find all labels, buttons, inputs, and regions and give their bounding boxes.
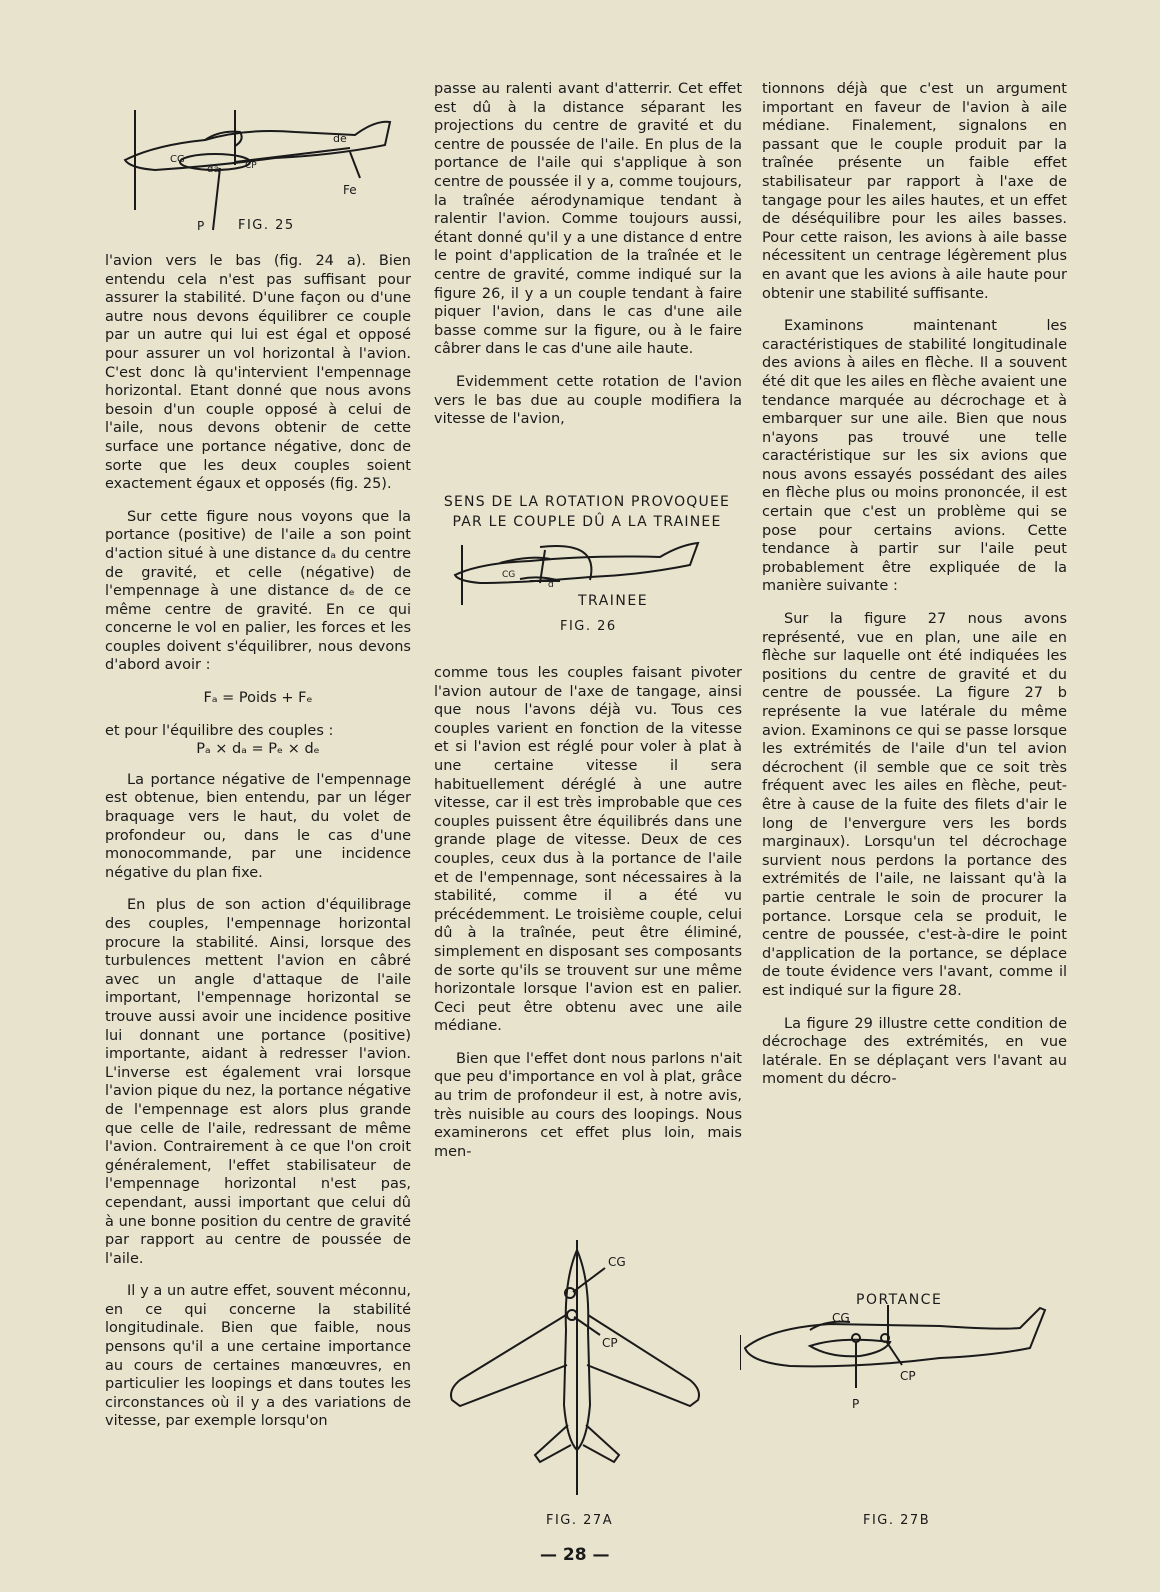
fig25-caption: FIG. 25 — [238, 218, 295, 233]
fig26-label-cg: CG — [502, 570, 516, 580]
fig26-title-line-2: PAR LE COUPLE DÛ A LA TRAINEE — [452, 514, 722, 530]
col1-para-6: Il y a un autre effet, souvent méconnu, en ce qui concerne la stabilité longitudinale. Bien que faible, nous pensons qu'il a une certaine importance au cours de certaines manœuvres, en particulier les loopings et dans toutes les circonstances où il y a des variations de vitesse, par exemple lorsqu'on — [105, 1283, 411, 1430]
fig25-label-cg: CG — [170, 154, 185, 165]
col3-para-4: La figure 29 illustre cette condition de décrochage des extrémités, en vue latérale. En se déplaçant vers l'avant au moment du décro- — [762, 1015, 1067, 1088]
column-2-top — [434, 80, 742, 443]
fig26-title — [432, 492, 742, 532]
column-1 — [105, 252, 411, 1445]
fig25-label-da: da — [207, 164, 220, 175]
fig27a-label-cp: CP — [602, 1336, 618, 1350]
fig25-label-cp: CP — [245, 161, 257, 171]
col3-para-2: Examinons maintenant les caractéristiques de stabilité longitudinale des avions à ailes en flèche. Il a souvent été dit que les ailes en flèche avaient une tendance marquée au décrochage et à embarquer sur une aile. Bien que nous n'ayons pas trouvé une telle caractéristique sur les six avions que nous avons essayés possédant des ailes en flèche plus ou moins prononcée, il est certain que c'est un problème qui se pose pour certains avions. Cette tendance à partir sur l'aile peut probablement être expliquée de la manière suivante : — [762, 318, 1067, 595]
figure-27a — [440, 1240, 700, 1495]
fig26-title-line-1: SENS DE LA ROTATION PROVOQUEE — [443, 494, 731, 510]
fig27a-label-cg: CG — [608, 1255, 626, 1269]
col3-para-3: Sur la figure 27 nous avons représenté, vue en plan, une aile en flèche sur laquelle ont été indiquées les positions du centre de gravité et du centre de poussée. La figure 27 b représente la vue latérale du même avion. Examinons ce qui se passe lorsque les extrémités de l'aile d'un tel avion décrochent (il semble que ce soit très fréquent avec les ailes en flèche, peut-être à cause de la fuite des filets d'air le long de l'envergure vers les bords marginaux). Lorsqu'un tel décrochage survient nous perdons la portance des extrémités de l'aile, ne laissant qu'à la partie centrale le soin de procurer la portance. Lorsque cela se produit, le centre de poussée, c'est-à-dire le point d'application de la portance, se déplace de toute évidence vers l'avant, comme il est indiqué sur la figure 28. — [762, 611, 1067, 999]
page-number: — 28 — — [540, 1545, 610, 1565]
fig27b-caption: FIG. 27B — [863, 1513, 931, 1528]
fig26-label-trainee: TRAINEE — [578, 593, 649, 609]
fig26-label-d: d — [548, 580, 554, 590]
col1-formula-2: Pₐ × dₐ = Pₑ × dₑ — [196, 741, 320, 758]
fig27a-caption: FIG. 27A — [546, 1513, 614, 1528]
col3-para-1: tionnons déjà que c'est un argument important en faveur de l'avion à aile médiane. Finalement, signalons en passant que le couple produit par la traînée présente un faible effet stabilisateur par rapport à l'axe de tangage pour les ailes hautes, et un effet de déséquilibre pour les ailes basses. Pour cette raison, les avions à aile basse nécessitent un centrage légèrement plus en avant que les avions à aile haute pour obtenir une stabilité suffisante. — [762, 81, 1067, 302]
column-2-bottom — [434, 664, 742, 1175]
col1-para-2: Sur cette figure nous voyons que la portance (positive) de l'aile a son point d'action situé à une distance dₐ du centre de gravité, et celle (négative) de l'empennage à une distance dₑ de ce même centre de gravité. En ce qui concerne le vol en palier, les forces et les couples doivent s'équilibrer, nous devons d'abord avoir : — [105, 508, 411, 674]
fig27b-label-p: P — [852, 1397, 860, 1411]
col2-para-1: passe au ralenti avant d'atterrir. Cet effet est dû à la distance séparant les projections du centre de gravité et du centre de poussée de l'aile. En plus de la portance de l'aile qui s'applique à son centre de poussée il y a, comme toujours, la traînée aérodynamique tendant à ralentir l'avion. Comme toujours aussi, étant donné qu'il y a une distance d entre le point d'application de la traînée et le centre de gravité, comme indiqué sur la figure 26, il y a un couple tendant à faire piquer l'avion, dans le cas d'une aile basse comme sur la figure, ou à le faire câbrer dans le cas d'une aile haute. — [434, 81, 742, 358]
fig25-label-fe: Fe — [343, 183, 357, 197]
column-3 — [762, 80, 1067, 1103]
fig27b-label-cg: CG — [832, 1311, 850, 1325]
col1-para-5: En plus de son action d'équilibrage des couples, l'empennage horizontal procure la stabilité. Ainsi, lorsque des turbulences mettent l'avion en câbré avec un angle d'attaque de l'aile important, l'empennage horizontal se trouve aussi avoir une incidence positive lui donnant une portance (positive) importante, aidant à redresser l'avion. L'inverse est également vrai lorsque l'avion pique du nez, la portance négative de l'empennage est alors plus grande que celle de l'aile, redressant de même l'avion. Contrairement à ce que l'on croit généralement, l'effet stabilisateur de l'empennage horizontal n'est pas, cependant, aussi important que celui dû à une bonne position du centre de gravité par rapport au centre de poussée de l'aile. — [105, 897, 411, 1267]
fig27b-label-cp: CP — [900, 1369, 916, 1383]
col1-para-1: l'avion vers le bas (fig. 24 a). Bien entendu cela n'est pas suffisant pour assurer la stabilité. D'une façon ou d'une autre nous devons équilibrer ce couple par un autre qui lui est égal et opposé pour assurer un vol horizontal à l'avion. C'est donc là qu'intervient l'empennage horizontal. Etant donné que nous avons besoin d'un couple opposé à celui de l'aile, nous devons obtenir de cette surface une portance négative, donc de sorte que les deux couples soient exactement égaux et opposés (fig. 25). — [105, 253, 411, 493]
fig25-label-de: de — [333, 132, 347, 145]
fig25-label-p: P — [197, 219, 205, 233]
col2-para-4: Bien que l'effet dont nous parlons n'ait que peu d'importance en vol à plat, grâce au trim de profondeur il est, à notre avis, très nuisible au cours des loopings. Nous examinerons cet effet plus loin, mais men- — [434, 1050, 742, 1160]
col1-formula-1: Fₐ = Poids + Fₑ — [203, 690, 313, 707]
col1-para-4: La portance négative de l'empennage est obtenue, bien entendu, par un léger braquage vers le haut, du volet de profondeur ou, dans le cas d'une monocommande, par une incidence négative du plan fixe. — [105, 771, 411, 881]
col2-para-3: comme tous les couples faisant pivoter l'avion autour de l'axe de tangage, ainsi que nous l'avons déjà vu. Tous ces couples varient en fonction de la vitesse et si l'avion est réglé pour voler à plat à une certaine vitesse il sera habituellement déréglé à une autre vitesse, car il est très improbable que ces couples puissent être équilibrés dans une grande plage de vitesse. Deux de ces couples, ceux dus à la portance de l'aile et de l'empennage, sont nécessaires à la stabilité, comme il a été vu précédemment. Le troisième couple, celui dû à la traînée, peut être éliminé, simplement en disposant ses composants de sorte qu'ils se trouvent sur une même horizontale lorsque l'avion est en palier. Ceci peut être obtenu avec une aile médiane. — [434, 665, 742, 1035]
col1-para-3: et pour l'équilibre des couples : — [105, 722, 334, 739]
fig26-caption: FIG. 26 — [560, 619, 617, 634]
col2-para-2: Evidemment cette rotation de l'avion vers le bas due au couple modifiera la vitesse de l'avion, — [434, 373, 742, 428]
figure-27b — [740, 1300, 1070, 1420]
fig27b-label-portance: PORTANCE — [856, 1292, 943, 1308]
